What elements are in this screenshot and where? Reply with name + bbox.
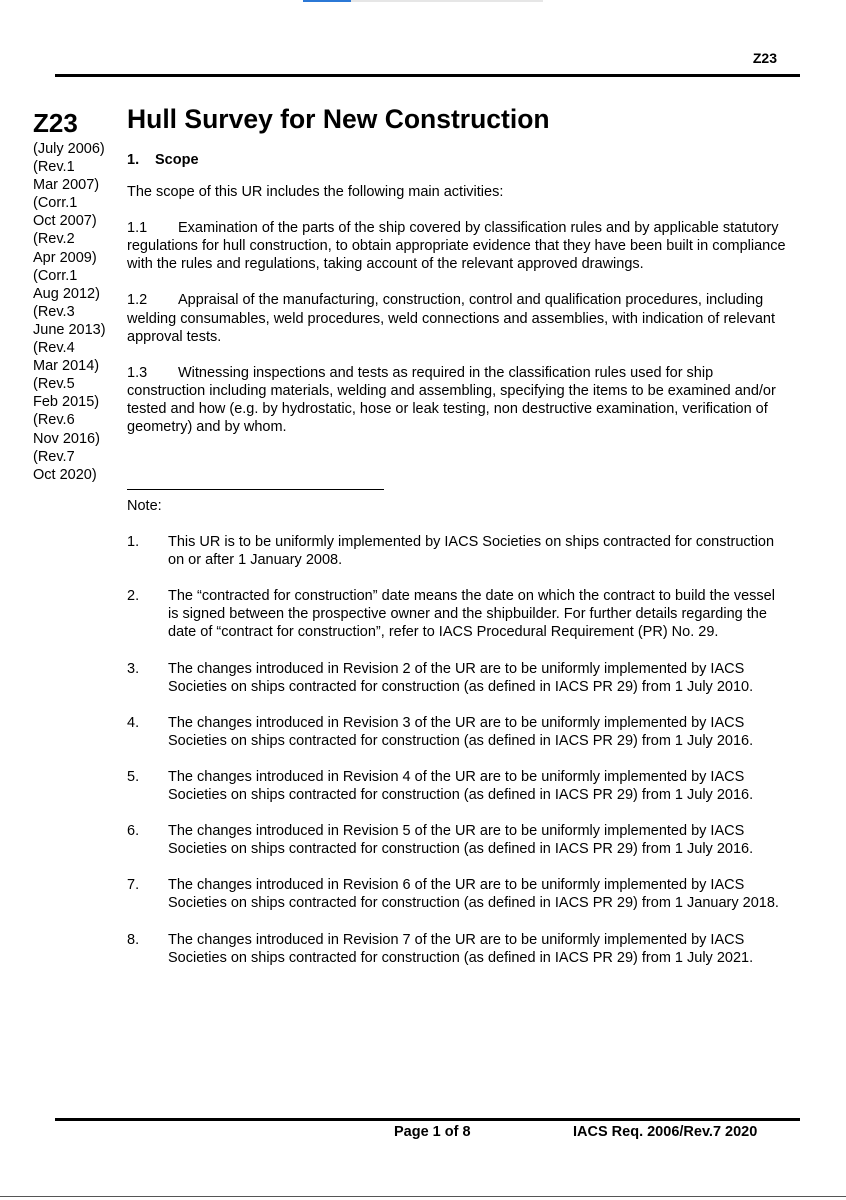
header-code: Z23 [752,50,777,66]
revision-line: (Rev.7 [33,448,75,465]
note-number: 3. [127,660,140,677]
note-text: The changes introduced in Revision 6 of the UR are to be uniformly implemented by IACS Societies on ships contracted for construction (as defined in IACS PR 29) from 1 January 2018. [168,877,779,912]
scope-heading-text: Scope [155,152,199,168]
top-decoration-accent [303,0,351,2]
paragraph-text: Examination of the parts of the ship covered by classification rules and by applicable statutory regulations for hull construction, to obtain appropriate evidence that they have been built in compliance with the rules and regulations, taking account of the relevant approved drawings. [127,220,786,273]
revision-history [33,140,121,484]
top-decoration [303,0,543,2]
revision-line: Mar 2014) [33,358,100,375]
notes-section [127,497,787,967]
revision-line: Oct 2007) [33,213,97,230]
scope-heading [127,151,787,169]
paragraph-number: 1.1 [127,220,148,237]
note-number: 8. [127,931,140,948]
note-text: This UR is to be uniformly implemented by IACS Societies on ships contracted for construction on or after 1 January 2008. [168,534,775,569]
paragraph-text: Witnessing inspections and tests as required in the classification rules used for ship construction including materials, welding and assembling, specifying the items to be examined and/or tested and how (e.g. by hydrostatic, hose or leak testing, non destructive examination, verification of geometry) and by whom. [127,364,776,436]
revision-line: (Corr.1 [33,195,78,212]
footer-rule [55,1118,800,1121]
revision-line: June 2013) [33,321,106,338]
note-item [127,714,787,750]
note-number: 6. [127,823,140,840]
page-title: Hull Survey for New Construction [127,104,550,134]
revision-line: (Rev.6 [33,412,75,429]
page-number: Page 1 of 8 [394,1124,471,1140]
note-text: The changes introduced in Revision 4 of the UR are to be uniformly implemented by IACS Societies on ships contracted for construction (as defined in IACS PR 29) from 1 July 2016. [168,768,754,804]
paragraph [127,291,787,345]
revision-line: (Rev.4 [33,340,75,357]
revision-line: (Rev.1 [33,159,75,176]
paragraph [127,364,787,436]
scope-intro: The scope of this UR includes the following main activities: [127,184,504,201]
note-item [127,587,787,641]
revision-line: (July 2006) [33,141,105,157]
note-text: The changes introduced in Revision 3 of the UR are to be uniformly implemented by IACS Societies on ships contracted for construction (as defined in IACS PR 29) from 1 July 2016. [168,714,754,749]
note-number: 2. [127,588,140,605]
notes-label: Note: [127,498,162,514]
paragraph-number: 1.2 [127,292,148,309]
main-content [127,100,787,436]
note-item [127,533,787,569]
note-text: The changes introduced in Revision 5 of the UR are to be uniformly implemented by IACS Societies on ships contracted for construction (as defined in IACS PR 29) from 1 July 2016. [168,823,754,858]
revision-line: Feb 2015) [33,394,100,411]
page-bottom-edge [0,1196,846,1197]
revision-line: Oct 2020) [33,466,97,483]
scope-number: 1. [127,152,140,168]
note-text: The changes introduced in Revision 7 of the UR are to be uniformly implemented by IACS Societies on ships contracted for construction (as defined in IACS PR 29) from 1 July 2021. [168,931,754,966]
note-item [127,822,787,858]
revision-line: Nov 2016) [33,430,100,447]
revision-line: (Rev.2 [33,231,75,248]
revision-line: (Rev.3 [33,303,75,320]
footer-reference: IACS Req. 2006/Rev.7 2020 [573,1124,758,1140]
note-text: The “contracted for construction” date means the date on which the contract to build the vessel is signed between the prospective owner and the shipbuilder. For further details regarding the date of “contract for construction”, refer to IACS Procedural Requirement (PR) No. 29. [168,588,775,641]
header-rule [55,74,800,77]
note-item [127,768,787,804]
revision-line: Apr 2009) [33,249,97,266]
note-number: 7. [127,877,140,894]
paragraph [127,219,787,273]
revision-line: (Rev.5 [33,376,75,393]
note-item [127,660,787,696]
note-number: 1. [127,534,140,551]
sidebar-code: Z23 [33,108,78,138]
revision-line: Mar 2007) [33,177,100,194]
note-number: 5. [127,768,140,785]
note-item [127,931,787,967]
note-number: 4. [127,714,140,731]
notes-divider [127,489,384,490]
paragraph-text: Appraisal of the manufacturing, construction, control and qualification procedures, including welding consumables, weld procedures, weld connections and assemblies, with indication of relevant approval tests. [127,292,776,345]
revision-line: (Corr.1 [33,267,78,284]
note-text: The changes introduced in Revision 2 of the UR are to be uniformly implemented by IACS Societies on ships contracted for construction (as defined in IACS PR 29) from 1 July 2010. [168,660,754,695]
revision-line: Aug 2012) [33,285,100,302]
paragraph-number: 1.3 [127,364,148,381]
note-item [127,876,787,912]
